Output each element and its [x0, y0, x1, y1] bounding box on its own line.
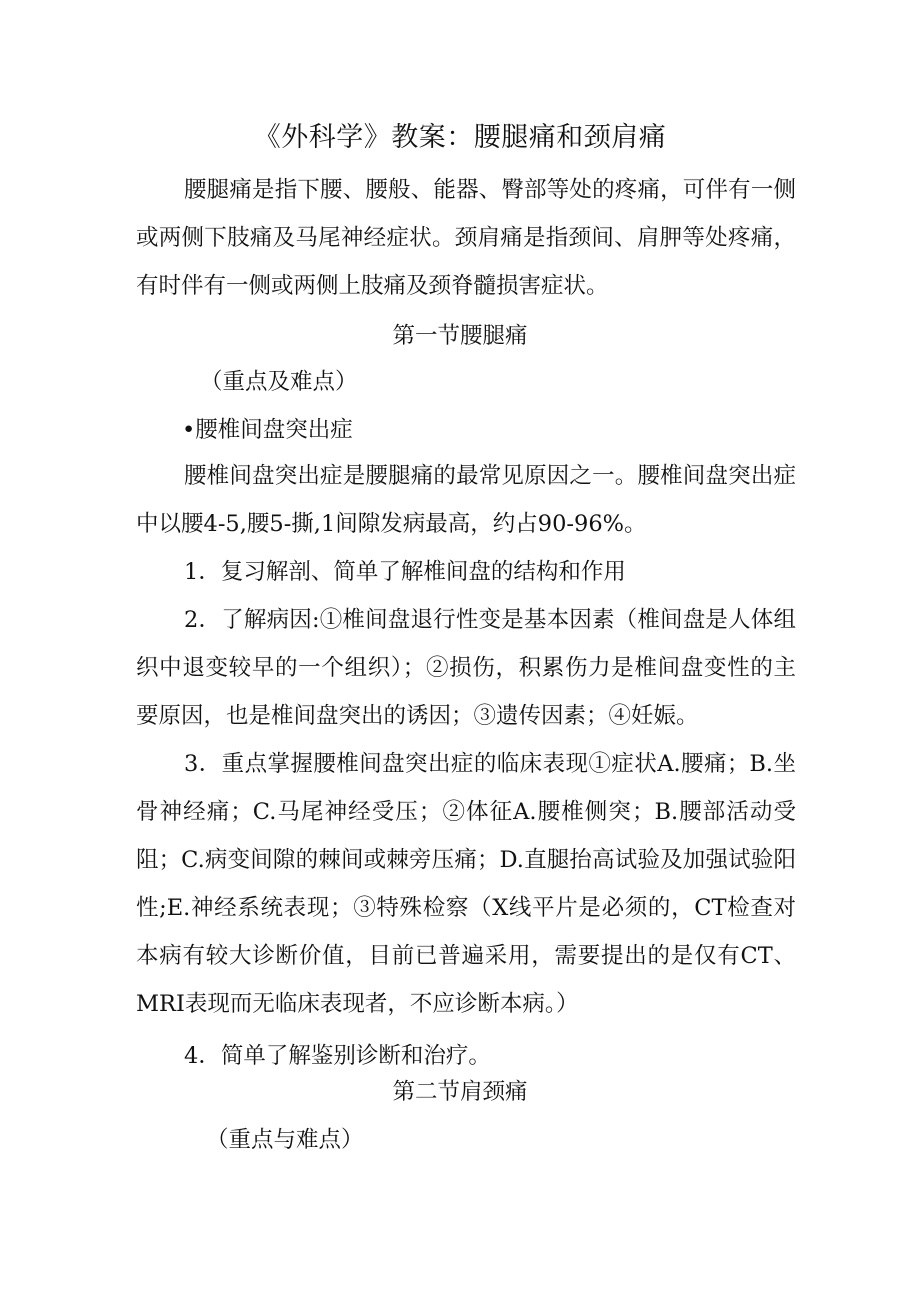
list-item-3: 3．重点掌握腰椎间盘突出症的临床表现①症状A.腰痛；B.坐骨神经痛；C.马尾神经受压；②体征A.腰椎侧突；B.腰部活动受阻；C.病变间隙的棘间或棘旁压痛；D.直腿抬高试验及加强试验阳性;E.神经系统表现；③特殊检察（X线平片是必须的，CT检查对本病有较大诊断价值，目前已普遍采用，需要提出的是仅有CT、MRI表现而无临床表现者，不应诊断本病。） [136, 751, 796, 1017]
document-title: 《外科学》教案：腰腿痛和颈肩痛 [253, 122, 667, 153]
section-2-key-points: （重点与难点） [206, 1127, 364, 1153]
section-1-heading: 第一节腰腿痛 [392, 323, 528, 349]
section-1-key-points: （重点及难点） [200, 369, 358, 395]
section-2-heading: 第二节肩颈痛 [392, 1079, 528, 1105]
disc-herniation-paragraph: 腰椎间盘突出症是腰腿痛的最常见原因之一。腰椎间盘突出症中以腰4-5,腰5-撕,1间隙发病最高，约占90-96%。 [136, 463, 796, 537]
intro-paragraph: 腰腿痛是指下腰、腰般、能器、臀部等处的疼痛，可伴有一侧或两侧下肢痛及马尾神经症状。颈肩痛是指颈间、肩胛等处疼痛，有时伴有一侧或两侧上肢痛及颈脊髓损害症状。 [136, 177, 796, 299]
list-item-2: 2．了解病因:①椎间盘退行性变是基本因素（椎间盘是人体组织中退变较早的一个组织）；②损伤，积累伤力是椎间盘变性的主要原因，也是椎间盘突出的诱因；③遗传因素；④妊娠。 [136, 607, 796, 729]
bullet-topic: •腰椎间盘突出症 [182, 417, 353, 443]
list-item-1: 1．复习解剖、简单了解椎间盘的结构和作用 [184, 559, 626, 585]
list-item-4: 4．简单了解鉴别诊断和治疗。 [184, 1043, 491, 1069]
